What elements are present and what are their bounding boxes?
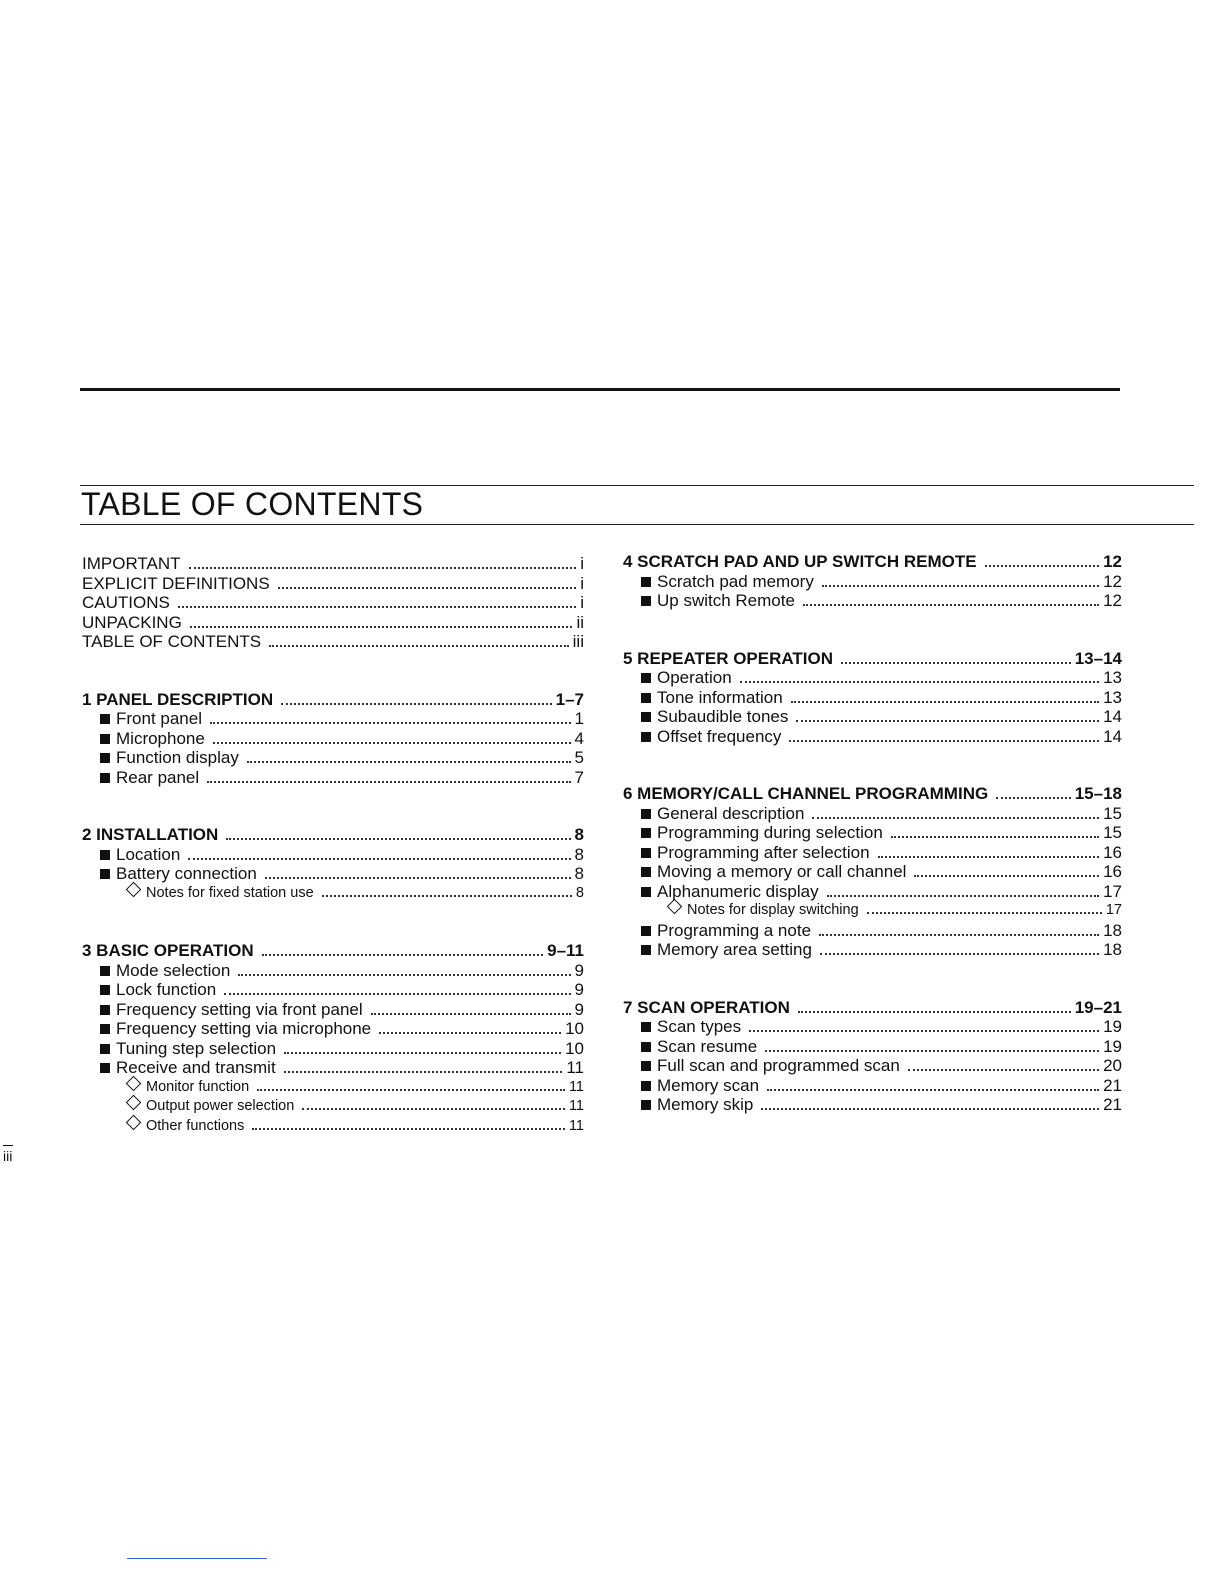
square-bullet-icon: [100, 714, 110, 724]
toc-entry[interactable]: Microphone 4: [82, 729, 584, 749]
square-bullet-icon: [641, 926, 651, 936]
toc-note-entry[interactable]: Notes for display switching 17: [623, 901, 1122, 921]
top-rule: [80, 388, 1120, 391]
toc-section-repeater: [623, 649, 1122, 747]
toc-entry[interactable]: Up switch Remote 12: [623, 591, 1122, 611]
toc-left-column: [82, 554, 584, 1136]
square-bullet-icon: [100, 985, 110, 995]
toc-section-heading[interactable]: 1 PANEL DESCRIPTION 1–7: [82, 689, 584, 709]
toc-section-heading[interactable]: 2 INSTALLATION 8: [82, 825, 584, 844]
square-bullet-icon: [641, 828, 651, 838]
toc-section-heading[interactable]: 3 BASIC OPERATION 9–11: [82, 941, 584, 960]
toc-entry[interactable]: General description 15: [623, 804, 1122, 824]
square-bullet-icon: [641, 596, 651, 606]
toc-note-entry[interactable]: Notes for fixed station use 8: [82, 884, 584, 904]
toc-entry[interactable]: EXPLICIT DEFINITIONS i: [82, 573, 584, 593]
toc-section-installation: [82, 825, 584, 903]
toc-right-column: [623, 552, 1122, 1115]
toc-entry[interactable]: UNPACKING ii: [82, 612, 584, 632]
diamond-bullet-icon: [667, 899, 683, 915]
diamond-bullet-icon: [126, 1075, 142, 1091]
diamond-bullet-icon: [126, 1114, 142, 1130]
toc-entry[interactable]: Battery connection 8: [82, 864, 584, 884]
toc-entry[interactable]: Full scan and programmed scan 20: [623, 1056, 1122, 1076]
square-bullet-icon: [100, 753, 110, 763]
page-number: iii: [3, 1148, 13, 1164]
toc-entry[interactable]: Programming during selection 15: [623, 823, 1122, 843]
square-bullet-icon: [641, 577, 651, 587]
toc-entry[interactable]: CAUTIONS i: [82, 593, 584, 612]
toc-entry[interactable]: Location 8: [82, 845, 584, 865]
square-bullet-icon: [100, 1024, 110, 1034]
toc-section-scan: [623, 998, 1122, 1115]
toc-entry[interactable]: Front panel 1: [82, 709, 584, 729]
toc-entry[interactable]: Scan types 19: [623, 1017, 1122, 1037]
toc-note-entry[interactable]: Other functions 11: [82, 1117, 584, 1137]
square-bullet-icon: [641, 673, 651, 683]
toc-entry[interactable]: Alphanumeric display 17: [623, 882, 1122, 902]
toc-entry[interactable]: Lock function 9: [82, 980, 584, 1000]
square-bullet-icon: [100, 773, 110, 783]
square-bullet-icon: [100, 1044, 110, 1054]
square-bullet-icon: [641, 809, 651, 819]
toc-entry[interactable]: Rear panel 7: [82, 768, 584, 788]
toc-entry[interactable]: IMPORTANT i: [82, 554, 584, 573]
toc-section-scratch: [623, 552, 1122, 611]
square-bullet-icon: [641, 1042, 651, 1052]
toc-entry[interactable]: Receive and transmit 11: [82, 1058, 584, 1078]
toc-entry[interactable]: Tuning step selection 10: [82, 1039, 584, 1059]
square-bullet-icon: [641, 732, 651, 742]
diamond-bullet-icon: [126, 1095, 142, 1111]
square-bullet-icon: [100, 1063, 110, 1073]
toc-entry[interactable]: Frequency setting via microphone 10: [82, 1019, 584, 1039]
toc-section-memory: [623, 784, 1122, 960]
title-rule-bottom: [80, 524, 1194, 525]
toc-front-matter: [82, 554, 584, 652]
toc-entry[interactable]: Operation 13: [623, 668, 1122, 688]
square-bullet-icon: [100, 869, 110, 879]
square-bullet-icon: [641, 1022, 651, 1032]
bottom-rule: [127, 1558, 267, 1559]
toc-entry[interactable]: Function display 5: [82, 748, 584, 768]
square-bullet-icon: [641, 945, 651, 955]
toc-entry[interactable]: Scratch pad memory 12: [623, 572, 1122, 592]
square-bullet-icon: [100, 1005, 110, 1015]
toc-entry[interactable]: Frequency setting via front panel 9: [82, 1000, 584, 1020]
page-title: TABLE OF CONTENTS: [81, 486, 424, 522]
toc-section-panel: [82, 690, 584, 788]
toc-section-basic: [82, 941, 584, 1136]
toc-entry[interactable]: Memory scan 21: [623, 1076, 1122, 1096]
toc-section-heading[interactable]: 4 SCRATCH PAD AND UP SWITCH REMOTE 12: [623, 552, 1122, 571]
square-bullet-icon: [641, 1100, 651, 1110]
toc-entry[interactable]: Subaudible tones 14: [623, 707, 1122, 727]
square-bullet-icon: [641, 1081, 651, 1091]
square-bullet-icon: [100, 850, 110, 860]
square-bullet-icon: [100, 966, 110, 976]
toc-entry[interactable]: Programming after selection 16: [623, 843, 1122, 863]
square-bullet-icon: [641, 1061, 651, 1071]
square-bullet-icon: [641, 848, 651, 858]
toc-entry[interactable]: Offset frequency 14: [623, 727, 1122, 747]
toc-section-heading[interactable]: 7 SCAN OPERATION 19–21: [623, 997, 1122, 1017]
diamond-bullet-icon: [126, 881, 142, 897]
square-bullet-icon: [641, 887, 651, 897]
toc-section-heading[interactable]: 6 MEMORY/CALL CHANNEL PROGRAMMING 15–18: [623, 784, 1122, 803]
toc-note-entry[interactable]: Monitor function 11: [82, 1078, 584, 1098]
toc-entry[interactable]: Scan resume 19: [623, 1037, 1122, 1057]
toc-entry[interactable]: Moving a memory or call channel 16: [623, 862, 1122, 882]
square-bullet-icon: [641, 693, 651, 703]
toc-entry[interactable]: Programming a note 18: [623, 921, 1122, 941]
square-bullet-icon: [641, 867, 651, 877]
toc-entry[interactable]: Memory area setting 18: [623, 940, 1122, 960]
page-number-dash: [3, 1145, 13, 1146]
toc-entry[interactable]: Mode selection 9: [82, 961, 584, 981]
square-bullet-icon: [641, 712, 651, 722]
toc-entry[interactable]: TABLE OF CONTENTS iii: [82, 632, 584, 651]
toc-note-entry[interactable]: Output power selection 11: [82, 1097, 584, 1117]
toc-entry[interactable]: Tone information 13: [623, 688, 1122, 708]
toc-section-heading[interactable]: 5 REPEATER OPERATION 13–14: [623, 648, 1122, 668]
square-bullet-icon: [100, 734, 110, 744]
toc-entry[interactable]: Memory skip 21: [623, 1095, 1122, 1115]
